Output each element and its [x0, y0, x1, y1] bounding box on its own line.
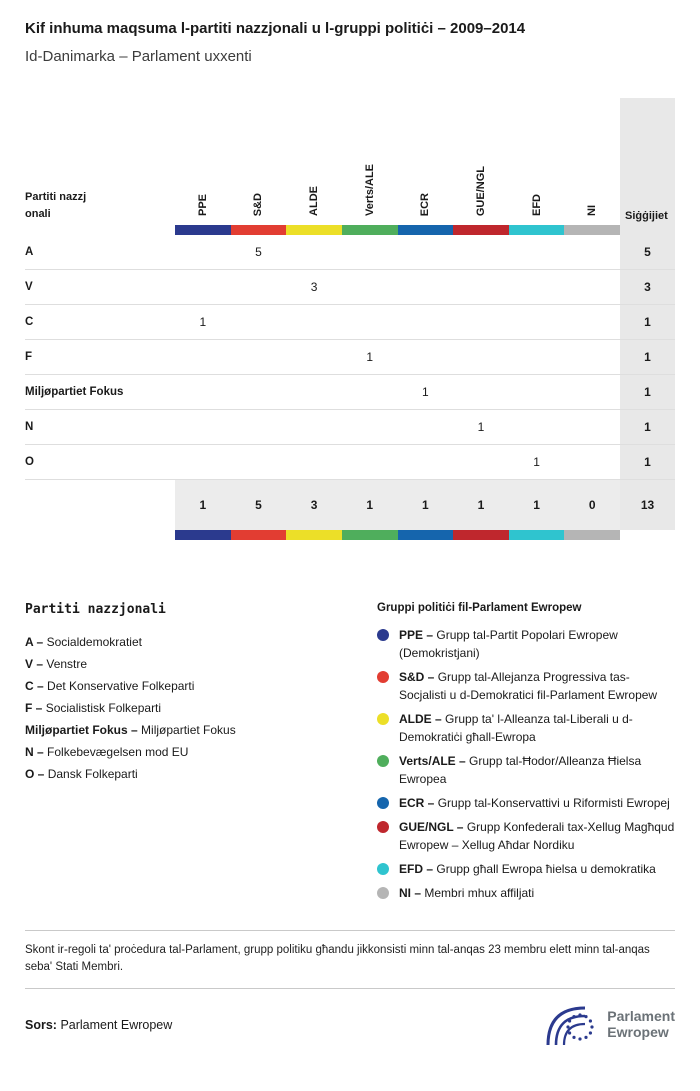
table-row — [25, 340, 675, 375]
ep-logo-text: Parlament Ewropew — [607, 1008, 675, 1040]
procedure-note: Skont ir-regoli ta' proċedura tal-Parlament, grupp politiku għandu jikkonsisti minn tal-anqas 23 membru elett minn tal-anqas seba' Stati Membri. — [25, 943, 650, 973]
seat-cell — [231, 410, 287, 444]
legend-item: V – Venstre — [25, 656, 88, 671]
table-row — [25, 270, 675, 305]
table-row — [25, 235, 675, 270]
column-header-ni — [564, 98, 620, 235]
column-label: NI — [586, 204, 599, 216]
seat-cell — [509, 235, 565, 269]
party-label: N — [25, 420, 34, 433]
column-label: ALDE — [308, 185, 321, 216]
group-color-bar — [286, 530, 342, 540]
group-color-dot — [377, 713, 389, 725]
national-parties-legend — [25, 602, 377, 908]
total-cell: 3 — [286, 480, 342, 530]
page-title: Kif inhuma maqsuma l-partiti nazzjonali u l-gruppi politiċi – 2009–2014 — [25, 20, 526, 37]
legend-item: ECR – Grupp tal-Konservattivi u Riformisti Ewropej — [377, 794, 675, 812]
total-cell: 0 — [564, 480, 620, 530]
party-label: F — [25, 350, 33, 363]
legend-item: ALDE – Grupp ta' l-Alleanza tal-Liberali u d-Demokratiċi għall-Ewropa — [377, 710, 675, 746]
group-color-dot — [377, 887, 389, 899]
page-subtitle: Id-Danimarka – Parlament uxxenti — [25, 47, 252, 65]
column-header-efd — [509, 98, 565, 235]
seat-cell — [286, 340, 342, 374]
legend-item: S&D – Grupp tal-Allejanza Progressiva tas-Socjalisti u d-Demokratici fil-Parlament Ewropew — [377, 668, 675, 704]
group-color-dot — [377, 629, 389, 641]
source-text — [25, 1018, 172, 1032]
column-header-verts-ale — [342, 98, 398, 235]
row-seats-total: 1 — [620, 305, 675, 339]
seats-table — [25, 98, 675, 540]
seat-cell — [231, 445, 287, 479]
legend-item: N – Folkebevægelsen mod EU — [25, 744, 189, 759]
seat-cell — [175, 410, 231, 444]
seat-cell: 5 — [255, 244, 262, 259]
group-color-bar — [342, 225, 398, 235]
group-color-bar — [231, 225, 287, 235]
legend-item: NI – Membri mhux affiljati — [377, 884, 675, 902]
seat-cell: 3 — [310, 279, 318, 294]
seat-cell — [453, 235, 509, 269]
legend-item: PPE – Grupp tal-Partit Popolari Ewropew (Demokristjani) — [377, 626, 675, 662]
group-color-bar — [286, 225, 342, 235]
seat-cell — [398, 340, 454, 374]
group-color-bar — [453, 225, 509, 235]
table-header-row — [25, 98, 675, 235]
table-row — [25, 375, 675, 410]
legend-section — [25, 602, 675, 908]
seat-cell — [286, 375, 342, 409]
legend-item: A – Socialdemokratiet — [25, 634, 142, 649]
row-seats-total: 3 — [620, 270, 675, 304]
seats-column-label: Siġġijiet — [625, 209, 668, 222]
source-row — [25, 1003, 675, 1047]
total-cell: 1 — [398, 480, 454, 530]
seat-cell — [175, 235, 231, 269]
spacer — [25, 530, 175, 540]
group-color-dot — [377, 755, 389, 767]
seat-cell — [231, 305, 287, 339]
ep-logo-icon — [543, 1003, 599, 1047]
parties-legend-title: Partiti nazzjonali — [25, 601, 166, 617]
seat-cell — [564, 410, 620, 444]
group-color-dot — [377, 797, 389, 809]
divider — [25, 930, 675, 931]
column-header-ecr — [398, 98, 454, 235]
source-label: Sors: — [25, 1017, 57, 1032]
column-header-ppe — [175, 98, 231, 235]
corner-cell — [25, 98, 175, 235]
row-seats-total: 1 — [620, 445, 675, 479]
seat-cell — [231, 270, 287, 304]
seat-cell — [453, 305, 509, 339]
seat-cell — [342, 270, 398, 304]
column-label: S&D — [252, 192, 265, 216]
seat-cell — [175, 445, 231, 479]
seat-cell — [509, 340, 565, 374]
party-label: Miljøpartiet Fokus — [25, 385, 124, 398]
legend-item: Miljøpartiet Fokus – Miljøpartiet Fokus — [25, 722, 236, 737]
group-color-dot — [377, 863, 389, 875]
table-row — [25, 305, 675, 340]
column-label: GUE/NGL — [474, 165, 487, 216]
seat-cell — [342, 375, 398, 409]
seat-cell — [342, 235, 398, 269]
legend-item: Verts/ALE – Grupp tal-Ħodor/Alleanza Ħielsa Ewropea — [377, 752, 675, 788]
column-label: EFD — [530, 193, 543, 216]
seat-cell — [564, 340, 620, 374]
seat-cell: 1 — [199, 314, 207, 329]
party-label: A — [25, 245, 34, 258]
row-seats-total: 1 — [620, 340, 675, 374]
party-label: V — [25, 280, 33, 293]
legend-item: C – Det Konservative Folkeparti — [25, 678, 195, 693]
legend-item: F – Socialistisk Folkeparti — [25, 700, 162, 715]
group-color-bar — [564, 530, 620, 540]
total-cell: 1 — [509, 480, 565, 530]
group-color-bar — [175, 225, 231, 235]
seat-cell — [342, 410, 398, 444]
group-color-dot — [377, 671, 389, 683]
group-color-bar — [453, 530, 509, 540]
source-value: Parlament Ewropew — [60, 1017, 173, 1032]
column-header-gue-ngl — [453, 98, 509, 235]
seat-cell — [286, 445, 342, 479]
seat-cell — [342, 305, 398, 339]
group-color-bar — [509, 530, 565, 540]
seat-cell — [398, 235, 454, 269]
totals-row — [25, 480, 675, 530]
seat-cell — [564, 270, 620, 304]
total-cell: 5 — [231, 480, 287, 530]
seat-cell — [286, 305, 342, 339]
seat-cell: 1 — [421, 384, 429, 399]
groups-legend-title: Gruppi politiċi fil-Parlament Ewropew — [377, 601, 582, 614]
legend-item: EFD – Grupp għall Ewropa ħielsa u demokratika — [377, 860, 675, 878]
column-label: Verts/ALE — [363, 163, 376, 216]
total-cell: 1 — [342, 480, 398, 530]
row-header-label: Partiti nazzjonali — [25, 190, 87, 220]
ep-logo — [543, 1003, 675, 1047]
seat-cell — [564, 445, 620, 479]
seat-cell: 1 — [366, 349, 374, 364]
seat-cell — [398, 410, 454, 444]
group-color-bar — [509, 225, 565, 235]
grand-total-cell: 13 — [620, 480, 675, 530]
seat-cell — [453, 270, 509, 304]
totals-row-label — [25, 480, 175, 530]
seat-cell — [453, 340, 509, 374]
group-color-bar — [231, 530, 287, 540]
spacer — [620, 530, 675, 540]
seat-cell — [286, 235, 342, 269]
seat-cell — [286, 410, 342, 444]
legend-item: GUE/NGL – Grupp Konfederali tax-Xellug Magħqud Ewropew – Xellug Aħdar Nordiku — [377, 818, 675, 854]
seat-cell — [231, 340, 287, 374]
seat-cell — [509, 410, 565, 444]
seat-cell — [509, 270, 565, 304]
seat-cell: 1 — [477, 419, 485, 434]
seat-cell — [398, 305, 454, 339]
seats-column-header — [620, 98, 675, 235]
political-groups-legend — [377, 602, 675, 908]
row-seats-total: 1 — [620, 375, 675, 409]
group-color-bar — [564, 225, 620, 235]
row-seats-total: 5 — [620, 235, 675, 269]
seat-cell — [175, 340, 231, 374]
table-row — [25, 410, 675, 445]
seat-cell — [175, 375, 231, 409]
column-header-alde — [286, 98, 342, 235]
party-label: C — [25, 315, 34, 328]
group-color-bar — [175, 530, 231, 540]
seat-cell — [453, 375, 509, 409]
divider — [25, 988, 675, 989]
group-color-dot — [377, 821, 389, 833]
column-header-sd — [231, 98, 287, 235]
party-label: O — [25, 455, 34, 468]
seat-cell — [398, 445, 454, 479]
seat-cell: 1 — [533, 454, 540, 469]
seat-cell — [509, 305, 565, 339]
group-color-bar — [398, 225, 454, 235]
total-cell: 1 — [175, 480, 231, 530]
legend-item: O – Dansk Folkeparti — [25, 766, 138, 781]
column-label: ECR — [419, 192, 432, 216]
seat-cell — [175, 270, 231, 304]
column-label: PPE — [196, 193, 209, 216]
seat-cell — [564, 375, 620, 409]
group-color-bar — [342, 530, 398, 540]
seat-cell — [509, 375, 565, 409]
total-cell: 1 — [453, 480, 509, 530]
seat-cell — [564, 235, 620, 269]
seat-cell — [453, 445, 509, 479]
table-row — [25, 445, 675, 480]
group-color-bar — [398, 530, 454, 540]
seat-cell — [342, 445, 398, 479]
bottom-color-bars — [25, 530, 675, 540]
seat-cell — [231, 375, 287, 409]
seat-cell — [398, 270, 454, 304]
seat-cell — [564, 305, 620, 339]
row-seats-total: 1 — [620, 410, 675, 444]
